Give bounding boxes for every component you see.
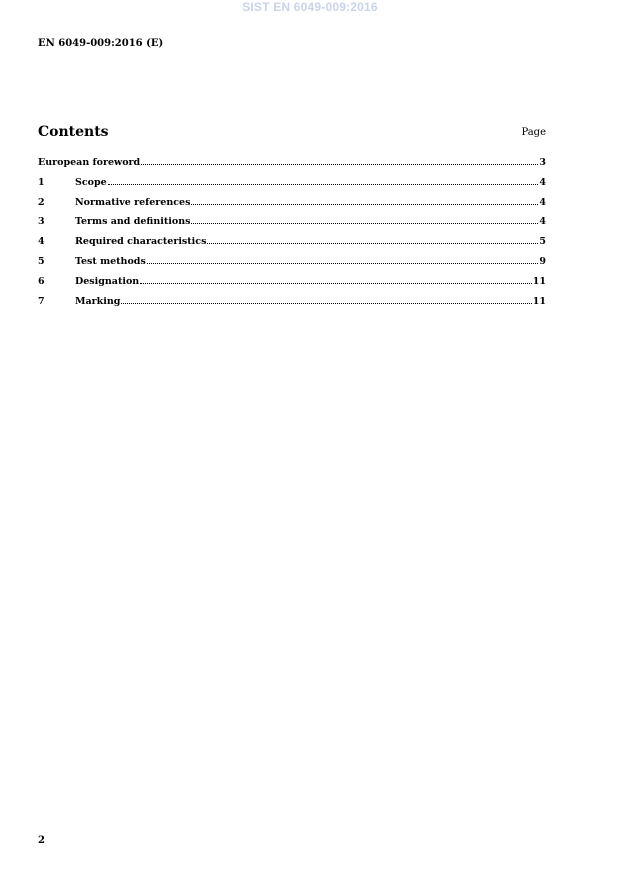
toc-entry-page: 3: [539, 157, 546, 168]
toc-leader-dots: [121, 295, 531, 304]
toc-leader-dots: [207, 235, 538, 244]
toc-entry-number: 4: [38, 236, 45, 248]
toc-entry-number: 5: [38, 255, 45, 267]
toc-entry-number: 3: [38, 216, 45, 228]
toc-entry-title: Designation: [75, 275, 140, 287]
toc-entry-title: Required characteristics: [75, 236, 207, 248]
toc-entry-scope[interactable]: [38, 176, 546, 196]
toc-entry-page: 9: [539, 255, 546, 267]
toc-entry-title: Test methods: [75, 255, 146, 267]
toc-leader-dots: [191, 215, 538, 224]
toc-entry-number: 7: [38, 295, 45, 307]
toc-leader-dots: [147, 255, 539, 264]
table-of-contents: [38, 156, 546, 314]
toc-leader-dots: [108, 176, 539, 185]
toc-entry-number: 6: [38, 275, 45, 287]
toc-entry-title: Terms and definitions: [75, 216, 191, 228]
toc-entry-number: 1: [38, 176, 45, 188]
document-id: EN 6049-009:2016 (E): [38, 38, 164, 49]
toc-entry-page: 4: [539, 176, 546, 188]
toc-entry-terms-and-definitions[interactable]: [38, 215, 546, 235]
toc-entry-marking[interactable]: [38, 295, 546, 315]
toc-leader-dots: [141, 156, 538, 165]
toc-entry-page: 4: [539, 196, 546, 208]
page-column-label: Page: [521, 127, 546, 138]
toc-entry-page: 11: [532, 295, 546, 307]
toc-entry-title: Normative references: [75, 196, 191, 208]
toc-entry-required-characteristics[interactable]: [38, 235, 546, 255]
toc-entry-title: Marking: [75, 295, 121, 307]
toc-leader-dots: [191, 196, 538, 205]
toc-entry-normative-references[interactable]: [38, 196, 546, 216]
toc-entry-foreword[interactable]: [38, 156, 546, 176]
toc-entry-designation[interactable]: [38, 275, 546, 295]
page-number: 2: [38, 835, 45, 846]
watermark: SIST EN 6049-009:2016: [242, 0, 378, 14]
toc-entry-page: 5: [539, 236, 546, 248]
toc-entry-test-methods[interactable]: [38, 255, 546, 275]
contents-header: [38, 124, 546, 142]
toc-entry-page: 11: [532, 275, 546, 287]
toc-entry-title: Scope: [75, 176, 107, 188]
toc-entry-page: 4: [539, 216, 546, 228]
contents-title: Contents: [38, 124, 109, 140]
toc-leader-dots: [140, 275, 532, 284]
toc-entry-title: European foreword: [38, 157, 141, 168]
toc-entry-number: 2: [38, 196, 45, 208]
